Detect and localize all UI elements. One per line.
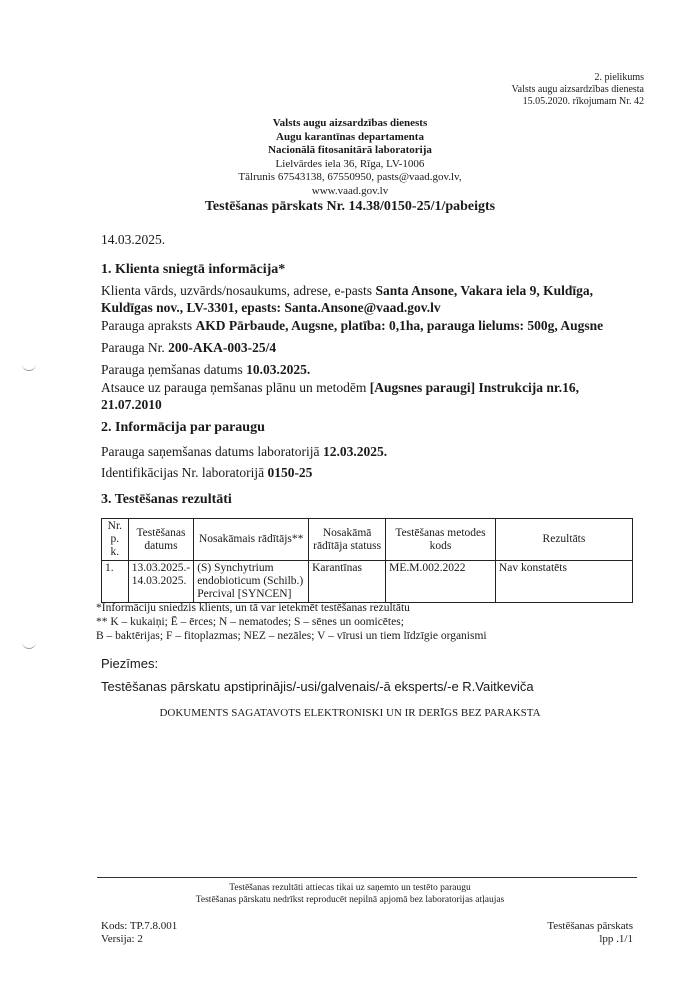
section-1-heading: 1. Klienta sniegtā informācija*	[101, 262, 286, 277]
section-3-heading: 3. Testēšanas rezultāti	[101, 492, 232, 507]
report-date: 14.03.2025.	[101, 232, 166, 247]
sample-description-label: Parauga apraksts	[101, 318, 193, 333]
org-phone: Tālrunis 67543138, 67550950, pasts@vaad.gov.lv,	[238, 171, 462, 183]
annex-line-2: Valsts augu aizsardzības dienesta	[511, 84, 644, 95]
org-laboratory: Nacionālā fitosanitārā laboratorija	[268, 144, 432, 156]
col-method-code: Testēšanas metodes kods	[386, 519, 496, 561]
row-result: Nav konstatēts	[495, 561, 632, 603]
sampling-date	[101, 361, 611, 378]
row-status: Karantīnas	[309, 561, 386, 603]
sampling-reference-label: Atsauce uz parauga ņemšanas plānu un metodēm	[101, 380, 367, 395]
sample-number	[101, 339, 611, 356]
footnote-legend-1: ** K – kukaiņi; Ē – ērces; N – nematodes; S – sēnes un oomicētes;	[96, 616, 404, 628]
results-table	[101, 518, 633, 603]
footer-disclaimer-2: Testēšanas pārskatu nedrīkst reproducēt nepilnā apjomā bez laboratorijas atļaujas	[195, 895, 505, 905]
footer-document-info	[101, 920, 177, 946]
report-title: Testēšanas pārskats Nr. 14.38/0150-25/1/pabeigts	[204, 199, 496, 214]
received-date-label: Parauga saņemšanas datums laboratorijā	[101, 444, 320, 459]
col-test-dates: Testēšanas datums	[128, 519, 193, 561]
document-type: Testēšanas pārskats	[547, 920, 633, 932]
client-label: Klienta vārds, uzvārds/nosaukums, adrese, e-pasts	[101, 283, 373, 298]
table-row	[102, 561, 633, 603]
row-method-code: ME.M.002.2022	[386, 561, 496, 603]
document-version: Versija: 2	[101, 933, 143, 945]
received-date	[101, 443, 611, 460]
client-value: Santa Ansone, Vakara iela 9, Kuldīga, Kuldīgas nov., LV-3301, epasts: Santa.Ansone@vaad.gov.lv	[101, 283, 593, 315]
lab-identification-value: 0150-25	[267, 465, 313, 480]
sampling-reference	[101, 379, 611, 413]
footnote-client: *Informāciju sniedzis klients, un tā var ietekmēt testēšanas rezultātu	[96, 602, 410, 614]
sampling-reference-value: [Augsnes paraugi] Instrukcija nr.16, 21.07.2010	[101, 380, 579, 412]
scan-mark	[22, 640, 36, 649]
results-header-row	[102, 519, 633, 561]
footer-disclaimer	[0, 882, 700, 906]
notes-label: Piezīmes:	[101, 656, 159, 671]
footer-page-info	[547, 920, 633, 946]
document-code: Kods: TP.7.8.001	[101, 920, 178, 932]
org-department: Augu karantīnas departamenta	[276, 130, 424, 143]
sample-description-value: AKD Pārbaude, Augsne, platība: 0,1ha, parauga lielums: 500g, Augsne	[195, 318, 604, 333]
row-indicator: (S) Synchytrium endobioticum (Schilb.) Percival [SYNCEN]	[194, 561, 309, 603]
col-indicator: Nosakāmais rādītājs**	[194, 519, 309, 561]
col-result: Rezultāts	[495, 519, 632, 561]
footer-divider	[97, 877, 637, 878]
section-2-heading: 2. Informācija par paraugu	[101, 420, 265, 435]
lab-identification	[101, 464, 611, 481]
col-number: Nr. p. k.	[102, 519, 129, 561]
col-status: Nosakāmā rādītāja statuss	[309, 519, 386, 561]
sampling-date-label: Parauga ņemšanas datums	[101, 362, 243, 377]
org-address: Lielvārdes iela 36, Rīga, LV-1006	[275, 157, 425, 170]
sample-number-value: 200-AKA-003-25/4	[168, 340, 277, 355]
annex-line-1: 2. pielikums	[594, 72, 644, 83]
annex-reference	[512, 72, 644, 108]
organization-header	[0, 117, 700, 198]
row-test-dates: 13.03.2025.- 14.03.2025.	[128, 561, 193, 603]
footer-disclaimer-1: Testēšanas rezultāti attiecas tikai uz saņemto un testēto paraugu	[229, 883, 471, 893]
row-number: 1.	[102, 561, 129, 603]
sample-number-label: Parauga Nr.	[101, 340, 165, 355]
org-name: Valsts augu aizsardzības dienests	[272, 117, 428, 129]
lab-identification-label: Identifikācijas Nr. laboratorijā	[101, 465, 265, 480]
org-website: www.vaad.gov.lv	[311, 184, 389, 197]
electronic-document-notice: DOKUMENTS SAGATAVOTS ELEKTRONISKI UN IR DERĪGS BEZ PARAKSTA	[159, 707, 541, 719]
footnotes	[96, 601, 487, 643]
approval-line: Testēšanas pārskatu apstiprinājis/-usi/galvenais/-ā eksperts/-e R.Vaitkeviča	[101, 679, 534, 694]
sampling-date-value: 10.03.2025.	[246, 362, 311, 377]
annex-line-3: 15.05.2020. rīkojumam Nr. 42	[522, 96, 644, 107]
sample-description	[101, 317, 611, 334]
scan-mark	[22, 362, 36, 371]
client-info	[101, 282, 611, 316]
footnote-legend-2: B – baktērijas; F – fitoplazmas; NEZ – nezāles; V – vīrusi un tiem līdzīgie organismi	[96, 630, 487, 642]
received-date-value: 12.03.2025.	[322, 444, 388, 459]
page-number: lpp .1/1	[599, 933, 633, 945]
